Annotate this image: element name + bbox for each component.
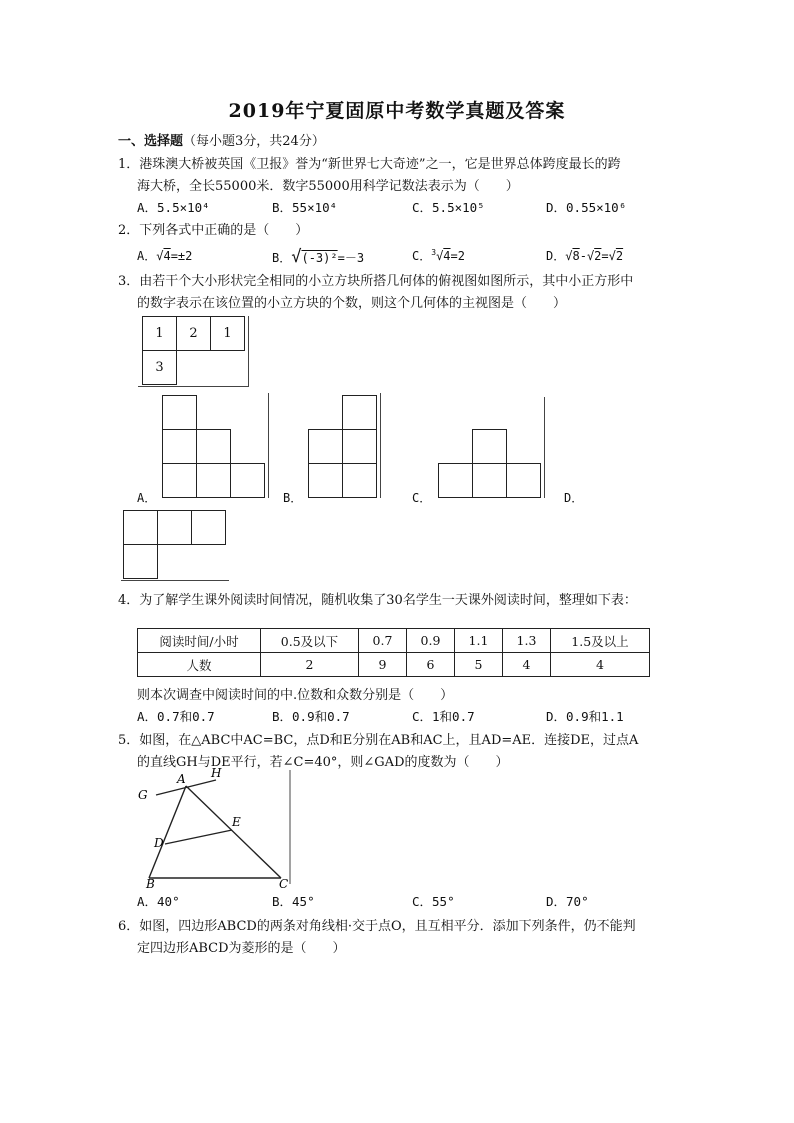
q4-header-cell: 1.5及以上: [551, 629, 650, 653]
q3-option-a: A．: [137, 491, 157, 505]
q2-b-label: B．: [272, 251, 292, 265]
q5-option-c: C．55°: [412, 894, 455, 909]
q4-cell: 4: [551, 653, 650, 677]
q4-cell: 2: [261, 653, 359, 677]
q2-option-a: A．√4=±2: [137, 249, 193, 263]
section-title: 一、选择题: [118, 134, 184, 149]
label-d: D: [154, 836, 164, 850]
q2-line1: 2．下列各式中正确的是（ ）: [118, 223, 309, 238]
q4-cell: 人数: [138, 653, 261, 677]
q4-option-c: C．1和0.7: [412, 709, 475, 724]
q3-option-a-figure: [162, 395, 272, 499]
q2-option-c: C．$^3$√4=2: [412, 248, 465, 263]
label-a: A: [177, 772, 186, 786]
q4-option-a: A．0.7和0.7: [137, 709, 215, 724]
label-g: G: [138, 788, 148, 802]
q5-option-d: D．70°: [546, 894, 589, 909]
q4-line1: 4．为了解学生课外阅读时间情况，随机收集了30名学生一天课外阅读时间，整理如下表：: [118, 593, 637, 608]
q2-option-d: D．√8-√2=√2: [546, 249, 624, 263]
label-c: C: [279, 877, 289, 890]
q2-c-radicand: 4: [443, 249, 451, 263]
q3-line1: 3．由若干个大小形状完全相同的小立方块所搭几何体的俯视图如图所示，其中小正方形中: [118, 274, 634, 289]
q6-line1: 6．如图，四边形ABCD的两条对角线相·交于点O，且互相平分．添加下列条件，仍不能判: [118, 919, 636, 934]
q6-line2: 定四边形ABCD为菱形的是（ ）: [137, 941, 346, 956]
side-ac: [186, 786, 281, 878]
q2-d-eq: =: [601, 249, 609, 263]
label-e: E: [232, 815, 241, 829]
q2-d-label: D．: [546, 249, 566, 263]
q2-c-rest: =2: [450, 249, 465, 263]
q3-grid-cell: 1: [142, 316, 177, 351]
q4-header-cell: 0.7: [359, 629, 407, 653]
q2-c-label: C．: [412, 249, 432, 263]
q4-cell: 4: [503, 653, 551, 677]
q5-option-a: A．40°: [137, 894, 180, 909]
q1-option-c: C．5.5×10⁵: [412, 200, 485, 215]
q2-c-index: 3: [431, 248, 437, 257]
q3-grid-cell: 1: [210, 316, 245, 351]
q4-header-cell: 0.9: [407, 629, 455, 653]
q3-grid-cell: 3: [142, 350, 177, 385]
q4-header-cell: 1.3: [503, 629, 551, 653]
q3-option-d-figure: [123, 510, 233, 582]
q2-d-r1: 8: [572, 249, 580, 263]
q2-d-r2: 2: [594, 249, 602, 263]
q1-option-d: D．0.55×10⁶: [546, 200, 627, 215]
q1-line2: 海大桥，全长55000米．数字55000用科学记数法表示为（ ）: [137, 179, 519, 194]
q5-line1: 5．如图，在△ABC中AC=BC，点D和E分别在AB和AC上，且AD=AE．连接DE，过点A: [118, 733, 639, 748]
q3-option-b-figure: [308, 395, 383, 499]
frame-line: [138, 386, 249, 387]
q4-header-cell: 1.1: [455, 629, 503, 653]
q5-option-b: B．45°: [272, 894, 315, 909]
q4-header-cell: 0.5及以下: [261, 629, 359, 653]
q4-cell: 6: [407, 653, 455, 677]
frame-line: [248, 316, 249, 386]
q1-line1: 1．港珠澳大桥被英国《卫报》誉为“新世界七大奇迹”之一，它是世界总体跨度最长的跨: [118, 157, 621, 172]
q5-triangle-figure: [136, 768, 296, 890]
q4-cell: 9: [359, 653, 407, 677]
q2-a-rest: =±2: [170, 249, 193, 263]
label-h: H: [211, 768, 222, 780]
label-b: B: [146, 877, 155, 890]
segment-de: [165, 830, 232, 844]
q4-table: [137, 628, 650, 677]
q1-option-a: A．5.5×10⁴: [137, 200, 210, 215]
q3-option-d: D．: [564, 491, 584, 505]
q2-b-rest: =－3: [337, 251, 365, 265]
q3-option-c: C．: [412, 491, 432, 505]
q4-option-b: B．0.9和0.7: [272, 709, 350, 724]
q2-b-radicand: (-3)²: [301, 251, 338, 265]
q4-option-d: D．0.9和1.1: [546, 709, 624, 724]
q2-d-minus: -: [579, 249, 587, 263]
q2-a-label: A．: [137, 249, 157, 263]
q2-d-r3: 2: [615, 249, 624, 263]
q4-table-row: [138, 653, 650, 677]
q4-cell: 5: [455, 653, 503, 677]
q2-option-b: B．√(-3)²=－3: [272, 247, 365, 267]
q4-table-header-row: [138, 629, 650, 653]
q4-header-cell: 阅读时间/小时: [138, 629, 261, 653]
q3-line2: 的数字表示在该位置的小立方块的个数，则这个几何体的主视图是（ ）: [137, 296, 567, 311]
q5-line2: 的直线GH与DE平行，若∠C=40°，则∠GAD的度数为（ ）: [137, 755, 509, 770]
q3-option-c-figure: [438, 429, 548, 499]
page-title: 2019年宁夏固原中考数学真题及答案: [228, 100, 566, 122]
q3-option-b: B．: [283, 491, 303, 505]
q2-a-radicand: 4: [163, 249, 171, 263]
q4-line2: 则本次调查中阅读时间的中.位数和众数分别是（ ）: [137, 688, 454, 703]
section-note: （每小题3分，共24分）: [183, 134, 325, 149]
side-ab: [149, 786, 186, 878]
q3-grid-cell: 2: [176, 316, 211, 351]
q1-option-b: B．55×10⁴: [272, 200, 338, 215]
section-heading: [118, 130, 325, 149]
